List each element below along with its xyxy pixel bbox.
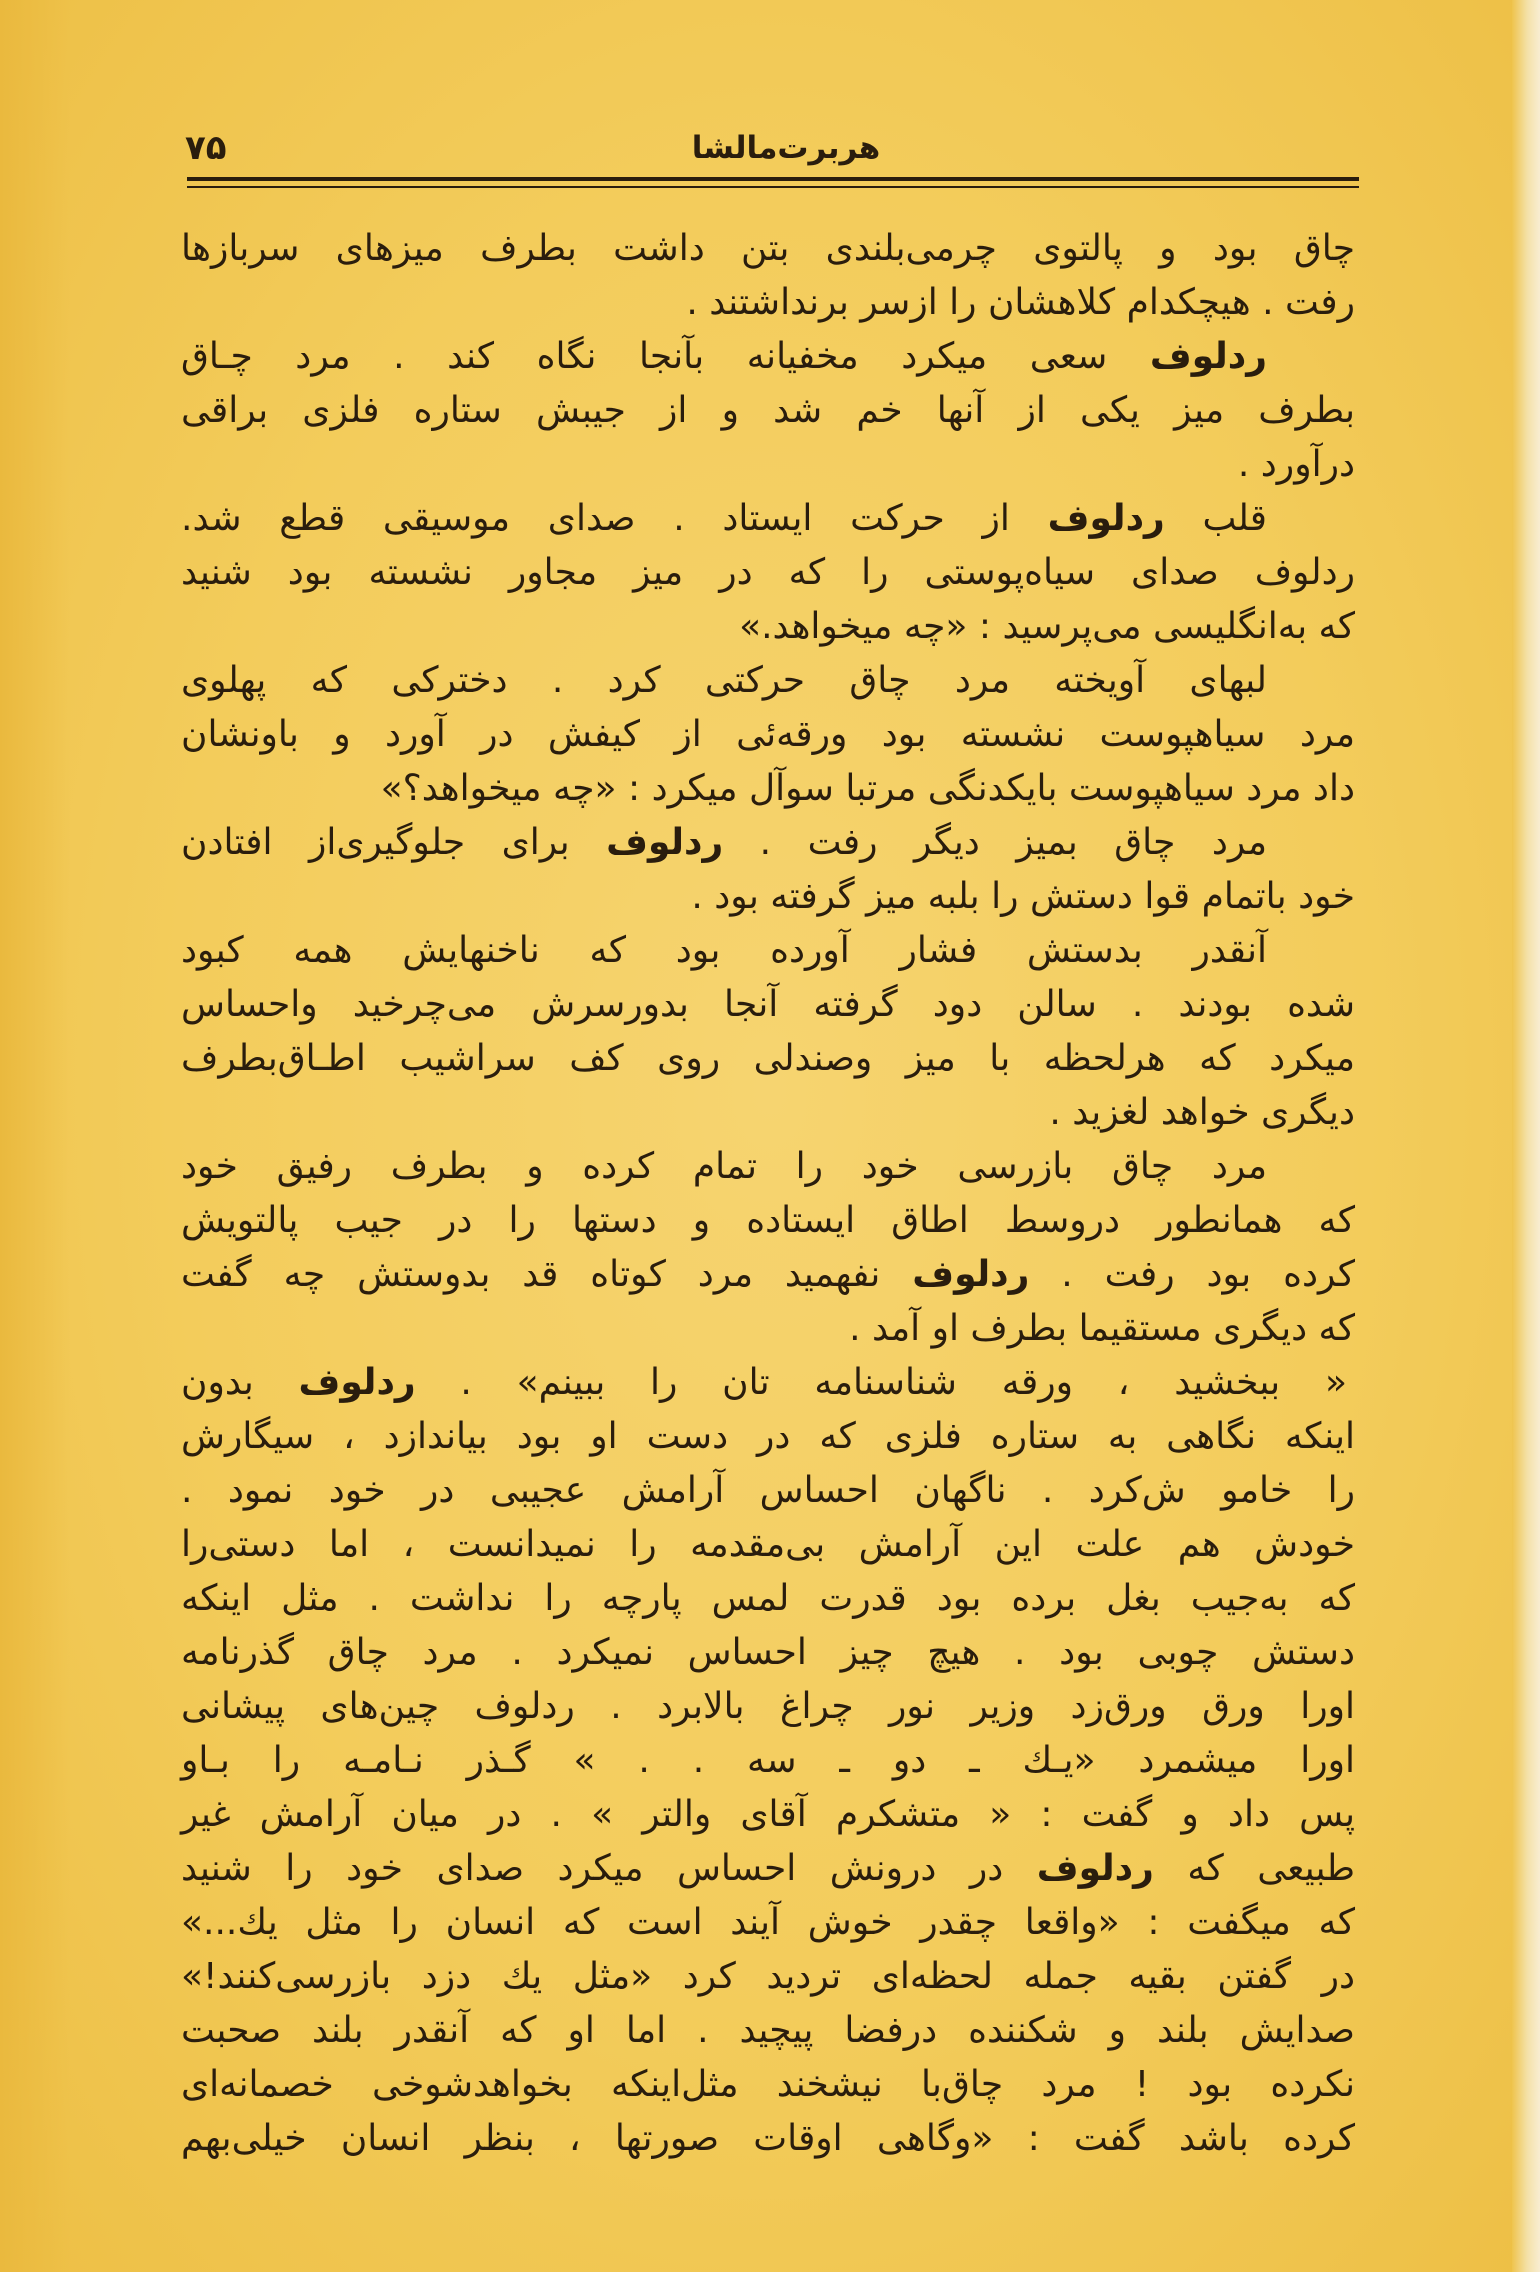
text-line (181, 708, 1355, 762)
text-segment: که همانطور دروسط اطاق ایستاده و دستها را در جیب پالتویش (181, 1200, 1355, 1241)
character-name-bold: ردلوف (606, 822, 724, 863)
character-name-bold: ردلوف (298, 1362, 416, 1403)
character-name-bold: ردلوف (1036, 1848, 1154, 1889)
text-segment: دستش چوبی بود . هیچ چیز احساس نمیکرد . مرد چاق گذرنامه (181, 1632, 1355, 1673)
text-line (181, 2112, 1355, 2166)
text-segment: مرد چاق بازرسی خود را تمام کرده و بطرف رفیق خود (181, 1146, 1267, 1187)
text-segment: کرده باشد گفت : «وگاهی اوقات صورتها ، بنظر انسان خیلی‌بهم (181, 2118, 1355, 2159)
text-segment: میکرد که هرلحظه با میز وصندلی روی کف سراشیب اطـاق‌بطرف (181, 1038, 1355, 1079)
text-segment: داد مرد سیاهپوست بایکدنگی مرتبا سوآل میکرد : «چه میخواهد؟» (380, 768, 1355, 809)
page-number: ۷۵ (185, 128, 227, 168)
text-line (181, 384, 1355, 438)
text-line (181, 1950, 1355, 2004)
text-segment: لبهای آویخته مرد چاق حرکتی کرد . دخترکی که پهلوی (181, 660, 1267, 701)
text-line (181, 816, 1267, 870)
text-line (181, 1140, 1267, 1194)
paragraph (181, 816, 1355, 924)
text-line (181, 1248, 1355, 1302)
text-segment: مرد سیاهپوست نشسته بود ورقه‌ئی از کیفش در آورد و باونشان (181, 714, 1355, 755)
text-segment: درآورد . (1237, 444, 1355, 485)
text-line (181, 1194, 1355, 1248)
text-line (181, 1626, 1355, 1680)
text-segment: چاق بود و پالتوی چرمی‌بلندی بتن داشت بطرف میز‌های سربازها (181, 228, 1355, 269)
text-line (181, 1680, 1355, 1734)
text-line (181, 654, 1267, 708)
text-line (181, 1788, 1355, 1842)
text-segment: صدایش بلند و شکننده درفضا پیچید . اما او که آنقدر بلند صحبت (181, 2010, 1355, 2051)
text-segment: سعی میکرد مخفیانه بآنجا نگاه کند . مرد چـاق (181, 336, 1150, 377)
text-segment: رفت . هیچکدام کلاهشان را ازسر برنداشتند . (686, 282, 1355, 323)
text-segment: از حرکت ایستاد . صدای موسیقی قطع شد. (181, 498, 1048, 539)
paragraph (181, 1356, 1355, 2166)
character-name-bold: ردلوف (1149, 336, 1267, 377)
text-segment: بطرف میز یکی از آنها خم شد و از جیبش ستاره فلزی براقی (181, 390, 1355, 431)
paragraph (181, 492, 1355, 654)
text-segment: خود باتمام قوا دستش را بلبه میز گرفته بود . (691, 876, 1355, 917)
text-line (181, 600, 1355, 654)
text-segment: که میگفت : «واقعا چقدر خوش آیند است که انسان را مثل یك...» (181, 1902, 1355, 1943)
text-segment: در گفتن بقیه جمله لحظه‌ای تردید کرد «مثل یك دزد بازرسی‌کنند!» (181, 1956, 1355, 1997)
text-line (181, 1464, 1355, 1518)
text-line (181, 1410, 1355, 1464)
text-line (181, 2058, 1355, 2112)
text-line (181, 762, 1355, 816)
text-segment: پس داد و گفت : « متشکرم آقای والتر » . در میان آرامش غیر (181, 1794, 1355, 1835)
text-segment: دیگری خواهد لغزید . (1049, 1092, 1355, 1133)
paragraph (181, 222, 1355, 330)
text-segment: برای جلوگیری‌از افتادن (181, 822, 607, 863)
paragraph (181, 330, 1355, 492)
text-segment: نفهمید مرد کوتاه قد بدوستش چه گفت (181, 1254, 913, 1295)
text-line (181, 1086, 1355, 1140)
text-line (181, 924, 1267, 978)
text-line (181, 1518, 1355, 1572)
text-segment: آنقدر بدستش فشار آورده بود که ناخنهایش همه کبود (181, 930, 1267, 971)
text-segment: خودش هم علت این آرامش بی‌مقدمه را نمیدانست ، اما دستی‌را (181, 1524, 1355, 1565)
text-segment: « ببخشید ، ورقه شناسنامه تان را ببینم» . (415, 1362, 1347, 1403)
text-line (181, 276, 1355, 330)
text-line (181, 1842, 1355, 1896)
header-double-rule (187, 177, 1359, 188)
text-line (181, 2004, 1355, 2058)
running-title: هربرت‌مالشا (691, 130, 881, 166)
text-line (181, 1734, 1355, 1788)
text-body (181, 222, 1355, 2166)
text-segment: کرده بود رفت . (1029, 1254, 1355, 1295)
paragraph (181, 1140, 1355, 1356)
text-segment: اورا میشمرد «یـك ـ دو ـ سه . . » گـذر نـامـه را بـاو (181, 1740, 1355, 1781)
text-line (181, 1572, 1355, 1626)
text-segment: در درونش احساس میکرد صدای خود را شنید (181, 1848, 1037, 1889)
text-segment: شده بودند . سالن دود گرفته آنجا بدورسرش می‌چرخید واحساس (181, 984, 1355, 1025)
text-line (181, 222, 1355, 276)
paper-edge-right (1512, 0, 1540, 2272)
text-segment: را خامو ش‌کرد . ناگهان احساس آرامش عجیبی در خود نمود . (181, 1470, 1355, 1511)
text-segment: که دیگری مستقیما بطرف او آمد . (849, 1308, 1355, 1349)
paragraph (181, 924, 1355, 1140)
text-line (181, 1032, 1355, 1086)
text-segment: اورا ورق ورق‌زد وزیر نور چراغ بالابرد . ردلوف چین‌های پیشانی (181, 1686, 1355, 1727)
text-segment: ردلوف صدای سیاه‌پوستی را که در میز مجاور نشسته بود شنید (181, 552, 1355, 593)
text-line (181, 1356, 1347, 1410)
text-segment: طبیعی که (1153, 1848, 1355, 1889)
paragraph (181, 654, 1355, 816)
text-segment: نکرده بود ! مرد چاق‌با نیشخند مثل‌اینکه بخواهدشوخی خصمانه‌ای (181, 2064, 1355, 2105)
text-line (181, 492, 1267, 546)
text-line (181, 978, 1355, 1032)
character-name-bold: ردلوف (912, 1254, 1030, 1295)
page-header (181, 122, 1355, 174)
text-line (181, 546, 1355, 600)
text-segment: بدون (181, 1362, 299, 1403)
text-segment: که به‌جیب بغل برده بود قدرت لمس پارچه را نداشت . مثل اینکه (181, 1578, 1355, 1619)
character-name-bold: ردلوف (1047, 498, 1165, 539)
text-line (181, 330, 1267, 384)
text-segment: مرد چاق بمیز دیگر رفت . (723, 822, 1267, 863)
paper-edge-left (0, 0, 70, 2272)
text-segment: قلب (1164, 498, 1267, 539)
text-segment: که به‌انگلیسی می‌پرسید : «چه میخواهد.» (739, 606, 1355, 647)
text-segment: اینکه نگاهی به ستاره فلزی که در دست او بود بیاندازد ، سیگارش (181, 1416, 1355, 1457)
text-line (181, 438, 1355, 492)
text-line (181, 1896, 1355, 1950)
text-line (181, 870, 1355, 924)
text-line (181, 1302, 1355, 1356)
